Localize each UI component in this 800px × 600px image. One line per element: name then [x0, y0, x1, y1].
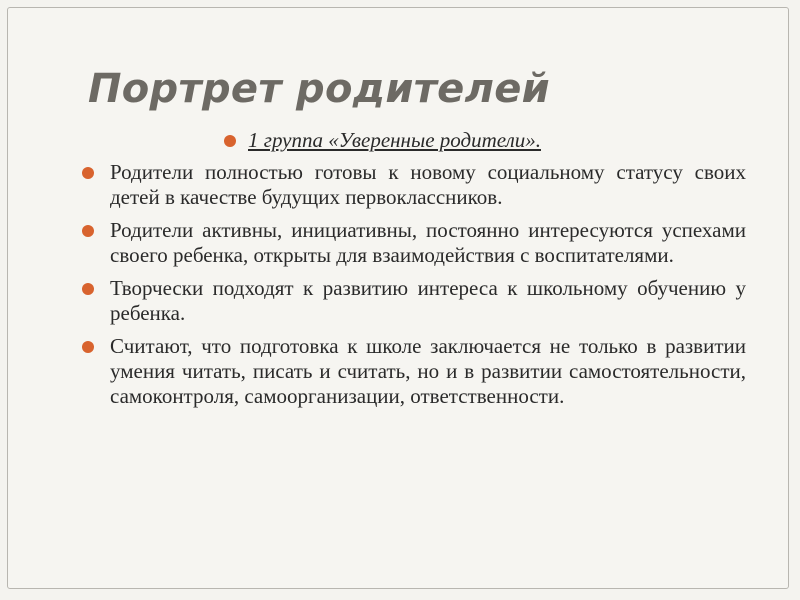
list-item-text: Творчески подходят к развитию интереса к школьному обучению у ребенка. [110, 276, 746, 325]
list-item-text: Считают, что подготовка к школе заключается не только в развитии умения читать, писать и считать, но и в развитии самостоятельности, самоконтроля, самоорганизации, ответственности. [110, 334, 746, 408]
bullet-icon [82, 167, 94, 179]
bullet-icon [82, 283, 94, 295]
list-item-text: Родители полностью готовы к новому социальному статусу своих детей в качестве будущих первоклассников. [110, 160, 746, 209]
list-item [110, 276, 746, 326]
list-item [110, 160, 746, 210]
list-item [110, 334, 746, 409]
bullet-icon [224, 135, 236, 147]
group-heading-text: 1 группа «Уверенные родители». [248, 128, 541, 152]
bullet-icon [82, 341, 94, 353]
slide-content [110, 128, 746, 417]
group-heading [248, 128, 746, 153]
bullet-icon [82, 225, 94, 237]
list-item [110, 218, 746, 268]
slide-title: Портрет родителей [88, 66, 550, 112]
list-item-text: Родители активны, инициативны, постоянно интересуются успехами своего ребенка, открыты для взаимодействия с воспитателями. [110, 218, 746, 267]
